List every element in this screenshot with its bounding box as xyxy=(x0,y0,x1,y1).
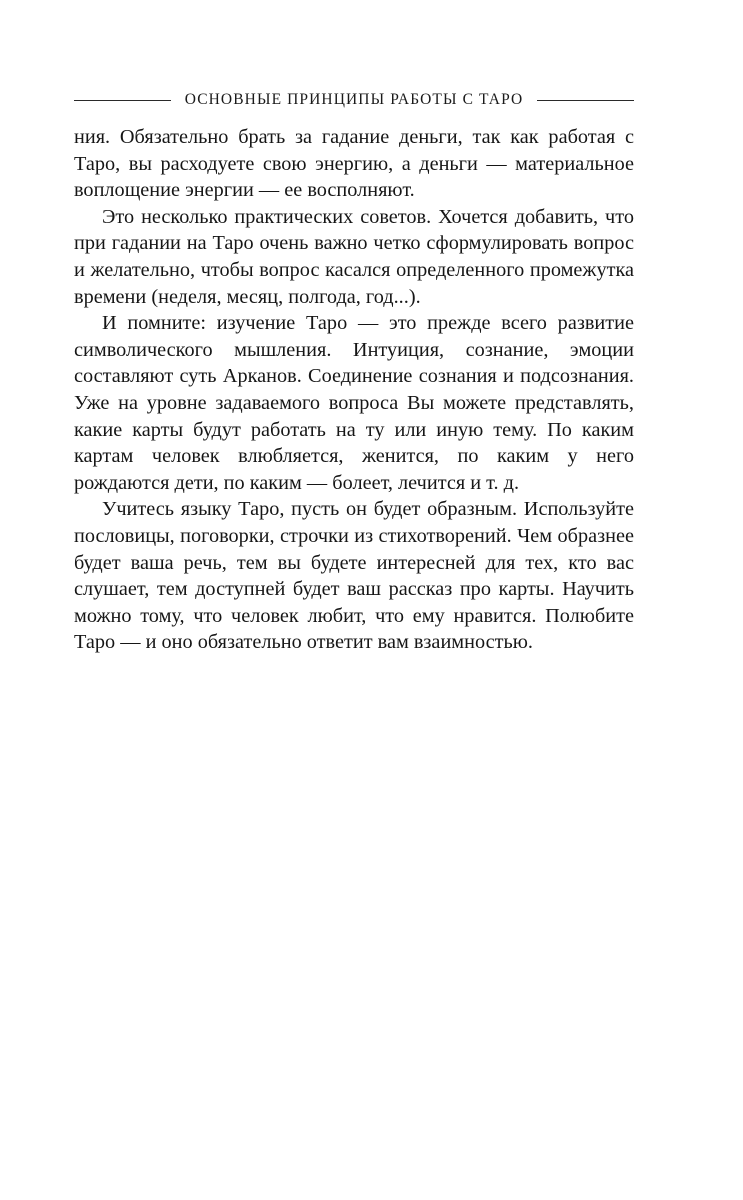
paragraph-2: Это несколько практических советов. Хочется добавить, что при гадании на Таро очень важно четко сформулировать вопрос и желательно, чтобы вопрос касался определенного промежутка времени (неделя, месяц, полгода, год...). xyxy=(74,205,634,308)
running-head-left-rule xyxy=(74,100,171,101)
running-head xyxy=(74,86,634,114)
paragraph-1: ния. Обязательно брать за гадание деньги, так как работая с Таро, вы расходуете свою энергию, а деньги — материальное воплощение энергии — ее восполняют. xyxy=(74,126,634,202)
body-text xyxy=(74,124,634,656)
running-head-right-rule xyxy=(537,100,634,101)
paragraph-4: Учитесь языку Таро, пусть он будет образным. Используйте пословицы, поговорки, строчки из стихотворений. Чем образнее будет ваша речь, тем вы будете интересней для тех, кто вас слушает, тем доступней будет ваш рассказ про карты. Научить можно тому, что человек любит, что ему нравится. Полюбите Таро — и оно обязательно ответит вам взаимностью. xyxy=(74,498,634,654)
paragraph-3: И помните: изучение Таро — это прежде всего развитие символического мышления. Интуиция, сознание, эмоции составляют суть Арканов. Соединение сознания и подсознания. Уже на уровне задаваемого вопроса Вы можете представлять, какие карты будут работать на ту или иную тему. По каким картам человек влюбляется, женится, по каким у него рождаются дети, по каким — болеет, лечится и т. д. xyxy=(74,312,634,494)
running-head-title: ОСНОВНЫЕ ПРИНЦИПЫ РАБОТЫ С ТАРО xyxy=(184,91,524,108)
